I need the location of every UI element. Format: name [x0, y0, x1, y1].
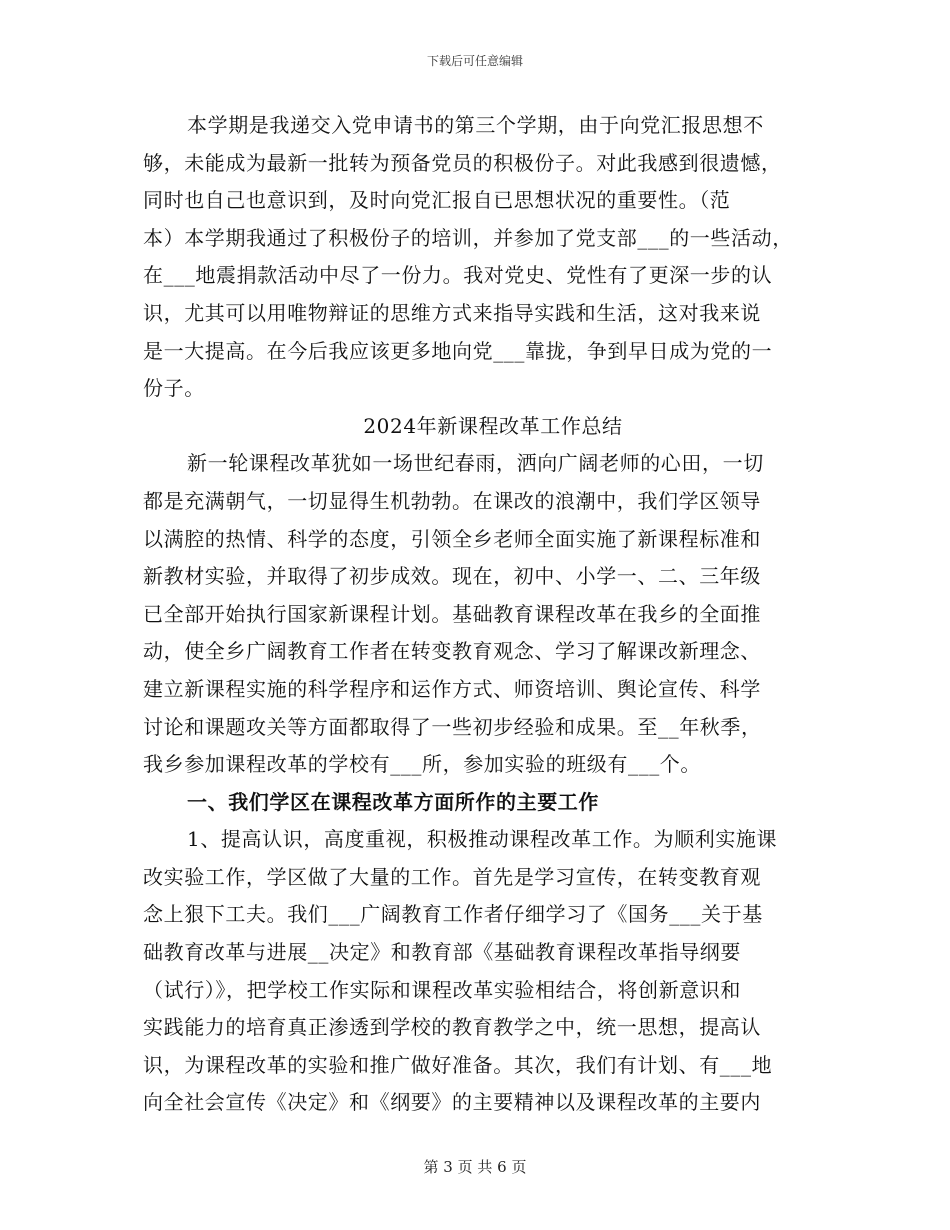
text-line: 我乡参加课程改革的学校有___所，参加实验的班级有___个。 [143, 752, 701, 777]
text-line: 份子。 [143, 376, 205, 401]
text-line: 实践能力的培育真正渗透到学校的教育教学之中，统一思想，提高认 [143, 1015, 761, 1040]
document-title: 2024年新课程改革工作总结 [363, 413, 623, 438]
text-line: 新一轮课程改革犹如一场世纪春雨，洒向广阔老师的心田，一切 [187, 451, 764, 476]
paragraph-1 [143, 107, 807, 408]
text-line: 识，为课程改革的实验和推广做好准备。其次，我们有计划、有___地 [143, 1052, 773, 1077]
text-line: 动，使全乡广阔教育工作者在转变教育观念、学习了解课改新理念、 [143, 639, 761, 664]
text-line: 础教育改革与进展__决定》和教育部《基础教育课程改革指导纲要 [143, 940, 741, 965]
text-line: 念上狠下工夫。我们___广阔教育工作者仔细学习了《国务___关于基 [143, 902, 763, 927]
text-line: 已全部开始执行国家新课程计划。基础教育课程改革在我乡的全面推 [143, 601, 761, 626]
text-line: 建立新课程实施的科学程序和运作方式、师资培训、舆论宣传、科学 [143, 676, 761, 701]
text-line: 在___地震捐款活动中尽了一份力。我对党史、党性有了更深一步的认 [143, 263, 773, 288]
page-header: 下载后可任意编辑 [426, 54, 523, 68]
text-line: 改实验工作，学区做了大量的工作。首先是学习宣传，在转变教育观 [143, 864, 761, 889]
text-line: 是一大提高。在今后我应该更多地向党___靠拢，争到早日成为党的一 [143, 338, 773, 363]
document-body [143, 107, 807, 1122]
text-line: 同时也自己也意识到，及时向党汇报自已思想状况的重要性。（范 [143, 188, 731, 213]
text-line: 新教材实验，并取得了初步成效。现在，初中、小学一、二、三年级 [143, 564, 761, 589]
text-line: 识，尤其可以用唯物辩证的思维方式来指导实践和生活，这对我来说 [143, 300, 761, 325]
paragraph-3 [143, 821, 807, 1122]
text-line: 本）本学期我通过了积极份子的培训，并参加了党支部___的一些活动， [143, 225, 793, 250]
text-line: 讨论和课题攻关等方面都取得了一些初步经验和成果。至__年秋季， [143, 714, 762, 739]
text-line: 以满腔的热情、科学的态度，引领全乡老师全面实施了新课程标准和 [143, 526, 761, 551]
section-heading: 一、我们学区在课程改革方面所作的主要工作 [187, 789, 599, 814]
text-line: 1、提高认识，高度重视，积极推动课程改革工作。为顺利实施课 [187, 827, 778, 852]
text-line: （试行）》，把学校工作实际和课程改革实验相结合，将创新意识和 [143, 977, 741, 1002]
text-line: 都是充满朝气，一切显得生机勃勃。在课改的浪潮中，我们学区领导 [143, 488, 761, 513]
page-footer: 第 3 页 共 6 页 [423, 1158, 527, 1176]
text-line: 本学期是我递交入党申请书的第三个学期，由于向党汇报思想不 [187, 113, 764, 137]
text-line: 够，未能成为最新一批转为预备党员的积极份子。对此我感到很遗憾， [143, 150, 782, 175]
text-line: 向全社会宣传《决定》和《纲要》的主要精神以及课程改革的主要内 [143, 1090, 761, 1115]
paragraph-2 [143, 445, 807, 783]
